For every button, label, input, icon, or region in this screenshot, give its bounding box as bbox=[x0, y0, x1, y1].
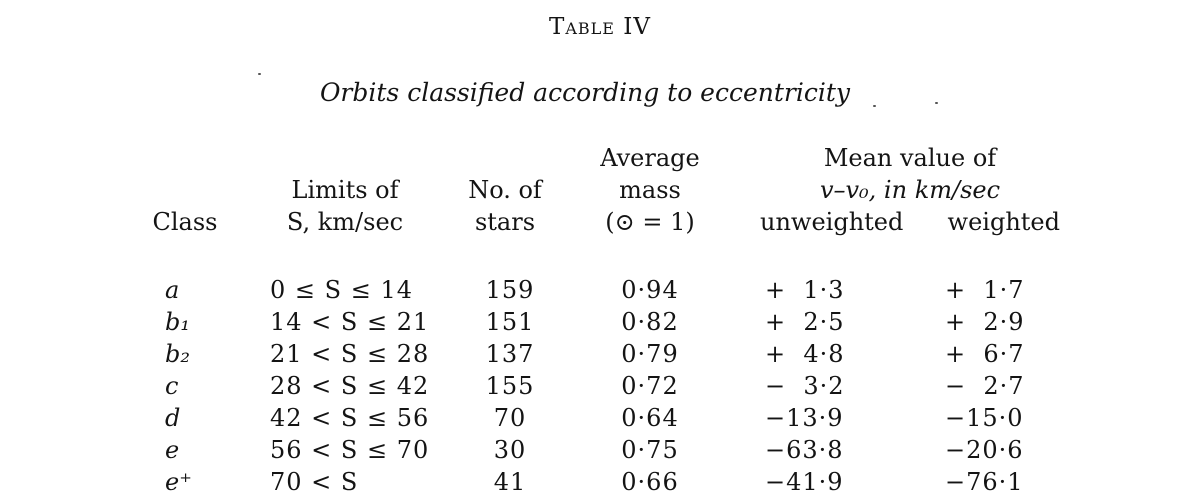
header-mass-line2: mass bbox=[619, 176, 681, 204]
row-stars: 70 bbox=[493, 404, 527, 432]
header-class: Class bbox=[152, 208, 218, 236]
row-weighted: + 6·7 bbox=[945, 340, 1025, 368]
row-unweighted: −13·9 bbox=[765, 404, 844, 432]
row-mass: 0·66 bbox=[621, 468, 679, 496]
row-unweighted: + 4·8 bbox=[765, 340, 845, 368]
header-limits bbox=[270, 174, 420, 238]
row-weighted: −15·0 bbox=[945, 404, 1024, 432]
row-mass: 0·82 bbox=[621, 308, 679, 336]
scan-speck bbox=[258, 73, 261, 75]
header-mean-line1: Mean value of bbox=[823, 144, 997, 172]
table-subtitle: Orbits classified according to eccentricity bbox=[319, 78, 851, 107]
row-class: b₁ bbox=[165, 308, 190, 336]
row-limits: 56 < S ≤ 70 bbox=[270, 436, 430, 464]
row-class: c bbox=[165, 372, 179, 400]
header-stars-line2: stars bbox=[474, 208, 536, 236]
row-stars: 159 bbox=[485, 276, 535, 304]
row-mass: 0·94 bbox=[621, 276, 679, 304]
row-class: e bbox=[165, 436, 180, 464]
row-unweighted: − 3·2 bbox=[765, 372, 845, 400]
table-title: Table IV bbox=[549, 14, 651, 40]
header-limits-line2: S, km/sec bbox=[286, 208, 404, 236]
header-mean bbox=[760, 142, 1060, 238]
row-stars: 151 bbox=[485, 308, 535, 336]
row-unweighted: −63·8 bbox=[765, 436, 844, 464]
row-stars: 137 bbox=[485, 340, 535, 368]
row-stars: 30 bbox=[493, 436, 527, 464]
row-stars: 155 bbox=[485, 372, 535, 400]
row-weighted: + 1·7 bbox=[945, 276, 1025, 304]
row-limits: 42 < S ≤ 56 bbox=[270, 404, 430, 432]
row-class: b₂ bbox=[165, 340, 190, 368]
row-weighted: −76·1 bbox=[945, 468, 1024, 496]
row-stars: 41 bbox=[493, 468, 527, 496]
row-mass: 0·75 bbox=[621, 436, 679, 464]
row-weighted: + 2·9 bbox=[945, 308, 1025, 336]
row-unweighted: + 1·3 bbox=[765, 276, 845, 304]
row-unweighted: + 2·5 bbox=[765, 308, 845, 336]
header-limits-line1: Limits of bbox=[291, 176, 399, 204]
scan-speck bbox=[873, 105, 876, 107]
header-stars-line1: No. of bbox=[468, 176, 542, 204]
row-weighted: −20·6 bbox=[945, 436, 1024, 464]
row-unweighted: −41·9 bbox=[765, 468, 844, 496]
header-mean-subcols bbox=[760, 206, 1060, 238]
header-mass-line1: Average bbox=[600, 144, 700, 172]
row-mass: 0·79 bbox=[621, 340, 679, 368]
row-mass: 0·64 bbox=[621, 404, 679, 432]
scan-speck bbox=[935, 102, 938, 104]
row-class: e⁺ bbox=[165, 468, 192, 496]
header-mass-line3: (⊙ = 1) bbox=[605, 208, 695, 236]
row-limits: 70 < S bbox=[270, 468, 359, 496]
row-class: d bbox=[165, 404, 181, 432]
row-limits: 21 < S ≤ 28 bbox=[270, 340, 430, 368]
header-mean-line2: v–v₀, in km/sec bbox=[819, 176, 1001, 204]
row-limits: 14 < S ≤ 21 bbox=[270, 308, 430, 336]
row-limits: 28 < S ≤ 42 bbox=[270, 372, 430, 400]
row-limits: 0 ≤ S ≤ 14 bbox=[270, 276, 413, 304]
row-mass: 0·72 bbox=[621, 372, 679, 400]
row-class: a bbox=[165, 276, 180, 304]
row-weighted: − 2·7 bbox=[945, 372, 1025, 400]
header-weighted: weighted bbox=[947, 208, 1060, 236]
header-mass bbox=[580, 142, 720, 238]
header-stars bbox=[445, 174, 565, 238]
header-unweighted: unweighted bbox=[760, 208, 904, 236]
